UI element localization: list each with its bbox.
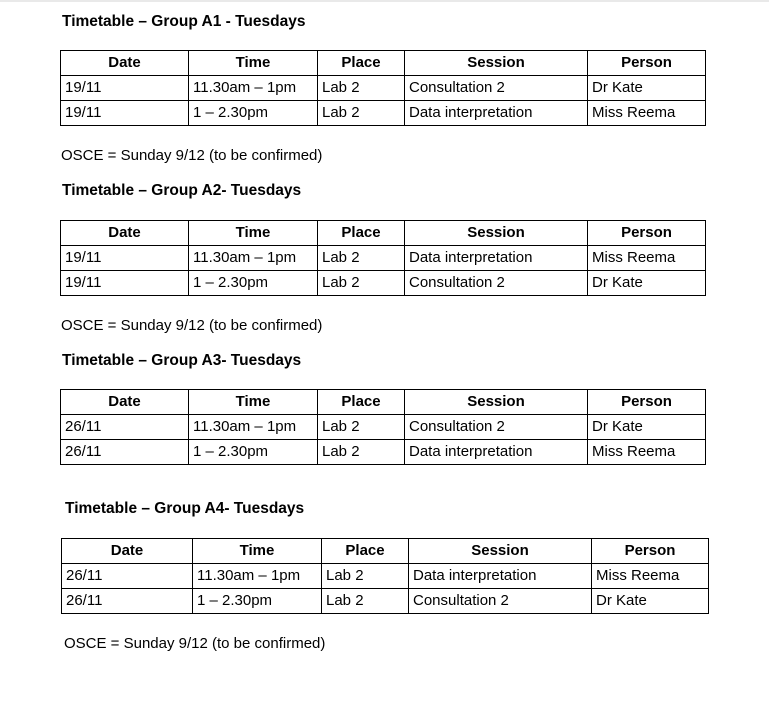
column-header-session: Session	[405, 390, 588, 415]
cell-session: Data interpretation	[405, 440, 588, 465]
table-row	[62, 564, 709, 589]
table-row	[61, 271, 706, 296]
column-header-time: Time	[189, 51, 318, 76]
column-header-time: Time	[189, 390, 318, 415]
column-header-person: Person	[588, 390, 706, 415]
cell-person: Miss Reema	[588, 246, 706, 271]
cell-session: Consultation 2	[409, 589, 592, 614]
table-row	[61, 246, 706, 271]
cell-session: Data interpretation	[405, 246, 588, 271]
table-row	[62, 589, 709, 614]
cell-session: Consultation 2	[405, 415, 588, 440]
column-header-person: Person	[588, 51, 706, 76]
cell-place: Lab 2	[318, 415, 405, 440]
group-heading: Timetable – Group A3- Tuesdays	[62, 352, 302, 369]
table-header-row	[61, 51, 706, 76]
osce-note: OSCE = Sunday 9/12 (to be confirmed)	[64, 635, 326, 652]
column-header-session: Session	[405, 221, 588, 246]
cell-time: 1 – 2.30pm	[189, 101, 318, 126]
cell-session: Data interpretation	[405, 101, 588, 126]
table-row	[61, 415, 706, 440]
cell-time: 1 – 2.30pm	[189, 440, 318, 465]
cell-place: Lab 2	[318, 101, 405, 126]
column-header-place: Place	[322, 539, 409, 564]
cell-place: Lab 2	[318, 440, 405, 465]
cell-date: 19/11	[61, 101, 189, 126]
cell-time: 11.30am – 1pm	[189, 76, 318, 101]
cell-session: Data interpretation	[409, 564, 592, 589]
cell-person: Miss Reema	[588, 101, 706, 126]
timetable-table	[60, 389, 706, 465]
cell-date: 26/11	[62, 564, 193, 589]
column-header-place: Place	[318, 221, 405, 246]
timetable-table	[60, 220, 706, 296]
column-header-place: Place	[318, 51, 405, 76]
osce-note: OSCE = Sunday 9/12 (to be confirmed)	[61, 317, 323, 334]
cell-date: 26/11	[61, 440, 189, 465]
column-header-time: Time	[193, 539, 322, 564]
cell-person: Miss Reema	[588, 440, 706, 465]
cell-time: 11.30am – 1pm	[189, 415, 318, 440]
table-header-row	[61, 221, 706, 246]
column-header-place: Place	[318, 390, 405, 415]
group-heading: Timetable – Group A2- Tuesdays	[62, 182, 302, 199]
timetable-table	[60, 50, 706, 126]
column-header-time: Time	[189, 221, 318, 246]
cell-place: Lab 2	[318, 76, 405, 101]
table-row	[61, 440, 706, 465]
column-header-session: Session	[409, 539, 592, 564]
cell-time: 11.30am – 1pm	[189, 246, 318, 271]
timetable-table	[61, 538, 709, 614]
cell-date: 19/11	[61, 76, 189, 101]
cell-person: Dr Kate	[588, 76, 706, 101]
cell-date: 26/11	[62, 589, 193, 614]
cell-person: Dr Kate	[588, 415, 706, 440]
cell-person: Miss Reema	[592, 564, 709, 589]
cell-date: 19/11	[61, 271, 189, 296]
page-top-edge	[0, 0, 769, 2]
cell-place: Lab 2	[318, 271, 405, 296]
cell-date: 19/11	[61, 246, 189, 271]
cell-place: Lab 2	[322, 564, 409, 589]
table-header-row	[62, 539, 709, 564]
column-header-session: Session	[405, 51, 588, 76]
cell-time: 1 – 2.30pm	[189, 271, 318, 296]
cell-person: Dr Kate	[592, 589, 709, 614]
osce-note: OSCE = Sunday 9/12 (to be confirmed)	[61, 147, 323, 164]
cell-person: Dr Kate	[588, 271, 706, 296]
cell-session: Consultation 2	[405, 271, 588, 296]
cell-place: Lab 2	[322, 589, 409, 614]
column-header-person: Person	[588, 221, 706, 246]
cell-date: 26/11	[61, 415, 189, 440]
table-row	[61, 101, 706, 126]
column-header-date: Date	[62, 539, 193, 564]
column-header-date: Date	[61, 51, 189, 76]
cell-session: Consultation 2	[405, 76, 588, 101]
cell-time: 11.30am – 1pm	[193, 564, 322, 589]
cell-place: Lab 2	[318, 246, 405, 271]
table-row	[61, 76, 706, 101]
cell-time: 1 – 2.30pm	[193, 589, 322, 614]
table-header-row	[61, 390, 706, 415]
group-heading: Timetable – Group A4- Tuesdays	[65, 500, 305, 517]
group-heading: Timetable – Group A1 - Tuesdays	[62, 13, 306, 30]
column-header-date: Date	[61, 390, 189, 415]
column-header-date: Date	[61, 221, 189, 246]
column-header-person: Person	[592, 539, 709, 564]
